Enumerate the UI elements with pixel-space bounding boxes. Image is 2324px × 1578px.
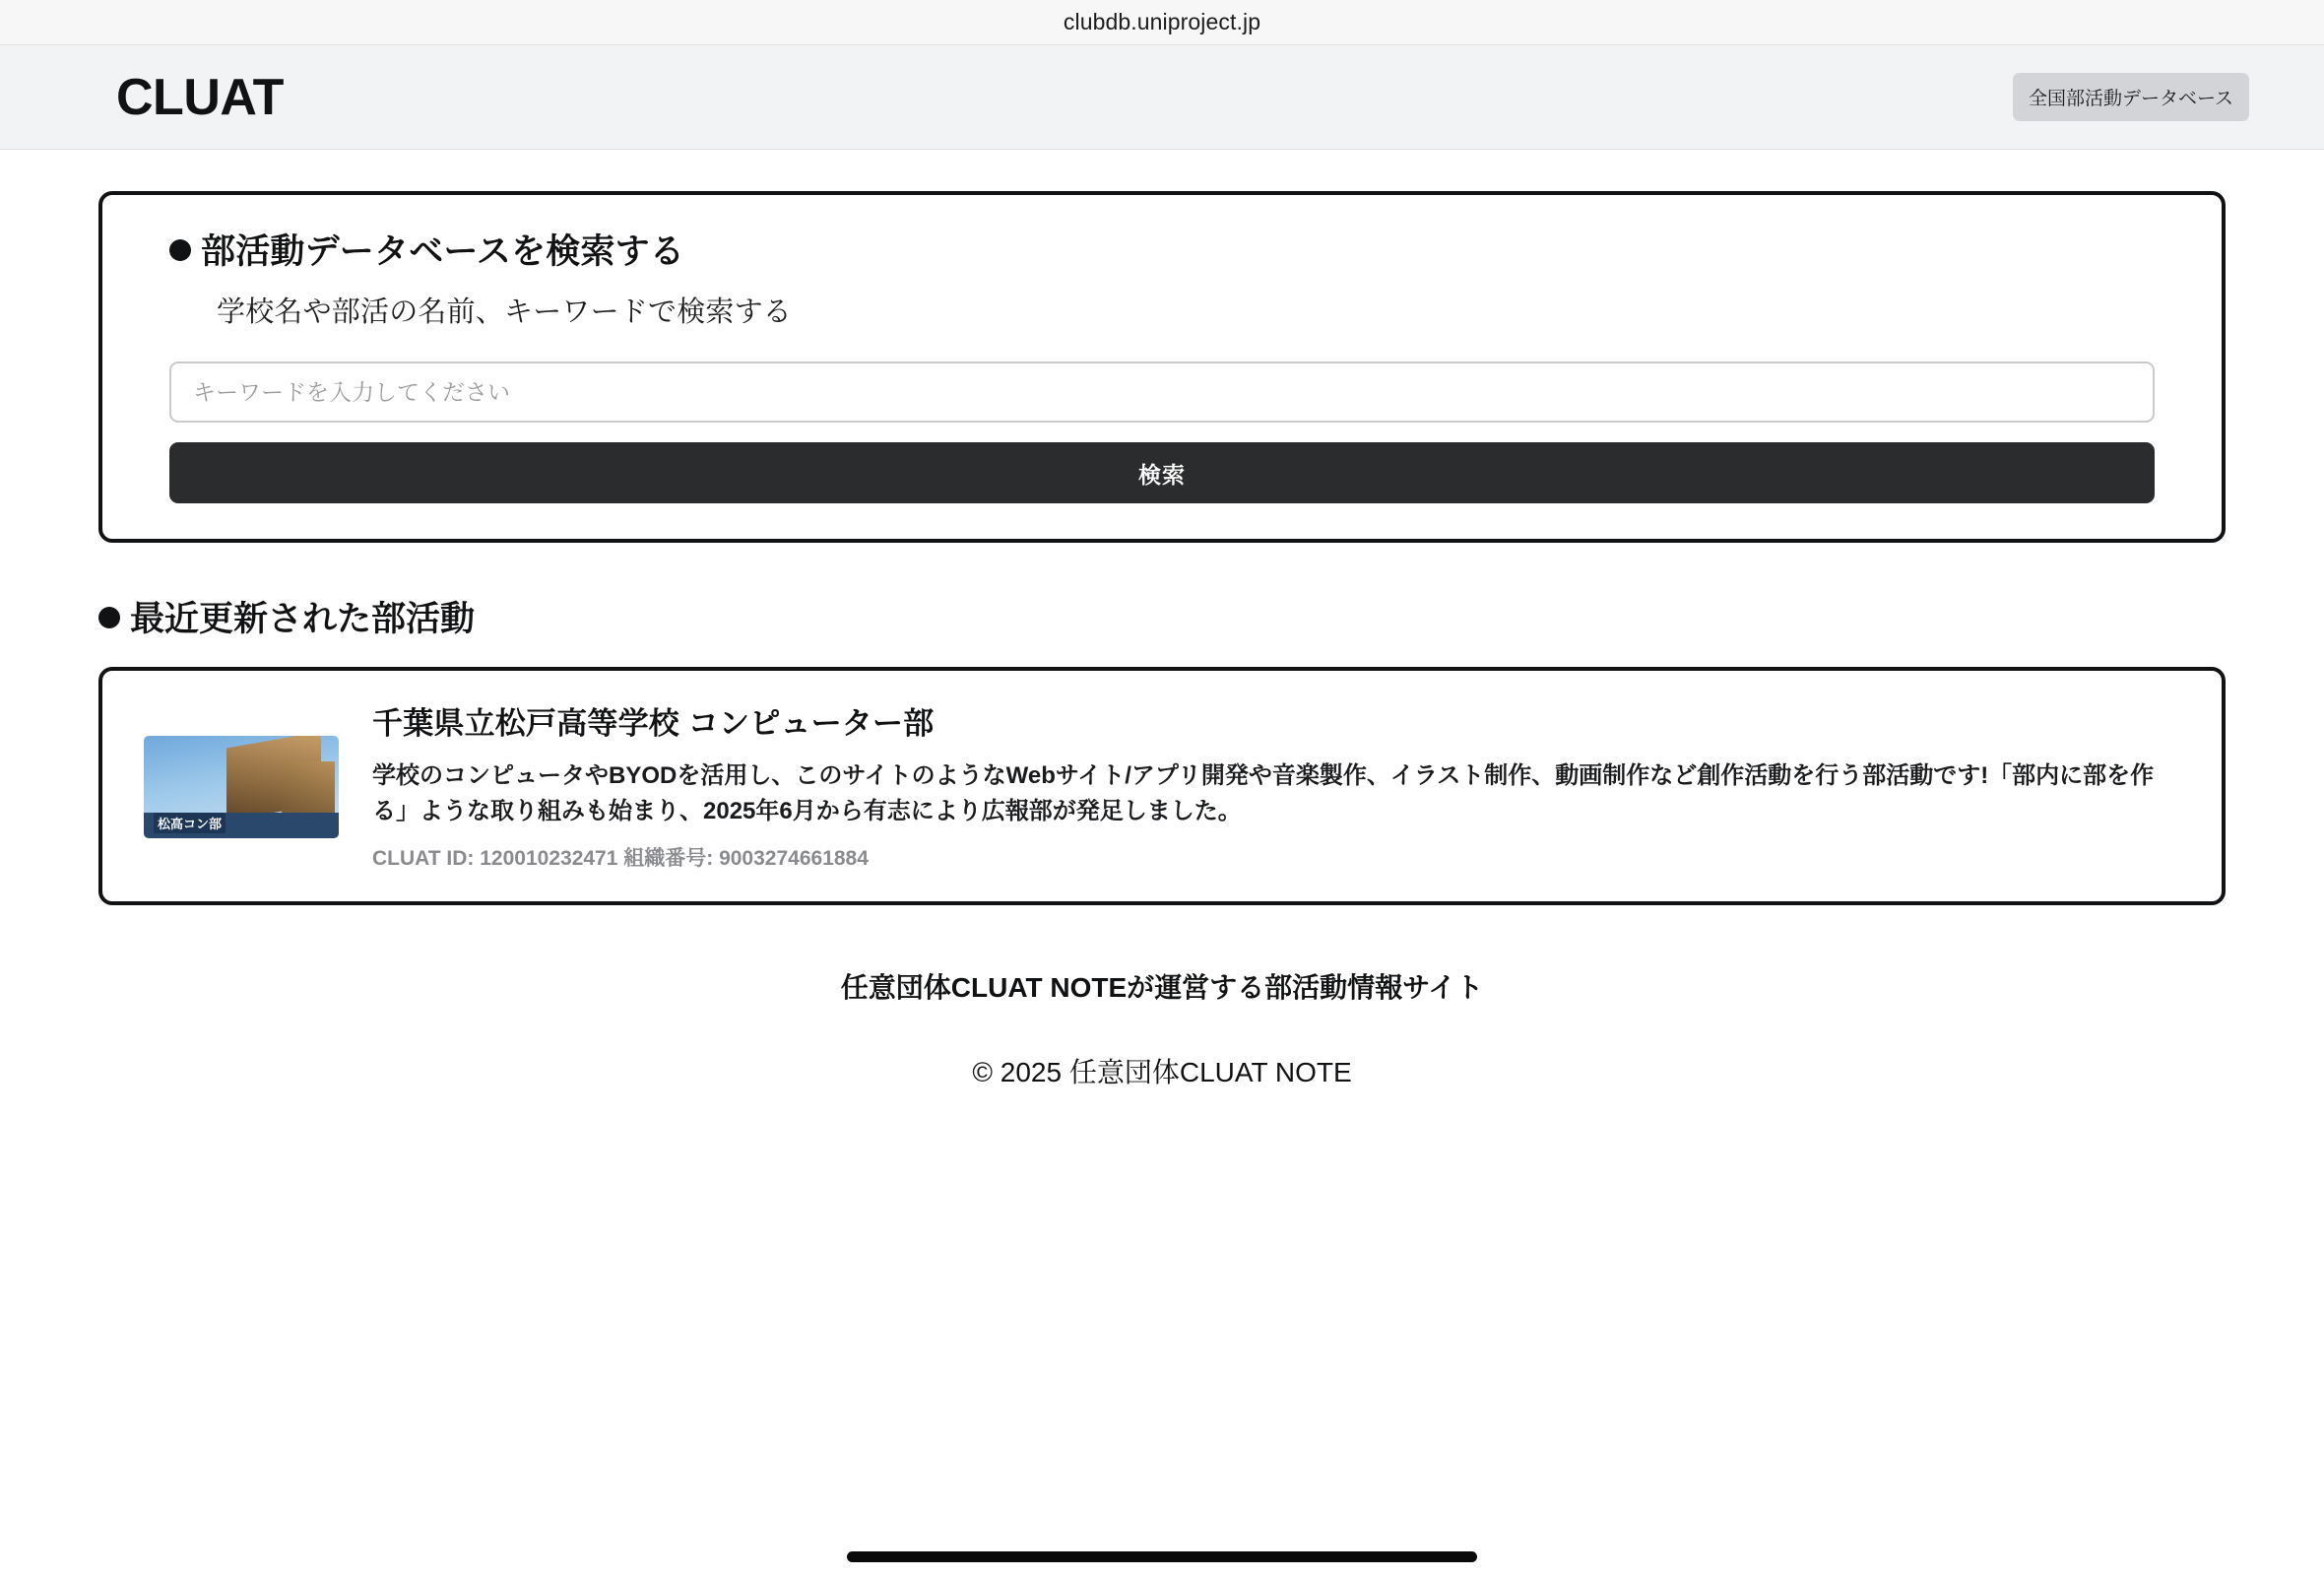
club-thumbnail-image	[144, 736, 339, 838]
club-card-title[interactable]: 千葉県立松戸高等学校 コンピューター部	[372, 706, 935, 741]
recent-section-title	[98, 592, 2226, 641]
club-card-description: 学校のコンピュータやBYODを活用し、このサイトのようなWebサイト/アプリ開発や音楽製作、イラスト制作、動画制作など創作活動を行う部活動です!「部内に部を作る」ような取り組みも始まり、2025年6月から有志により広報部が発足しました。	[372, 762, 2155, 824]
site-header	[0, 45, 2324, 150]
search-input[interactable]	[169, 362, 2155, 423]
page-footer	[98, 966, 2226, 1090]
browser-address-bar[interactable]	[0, 0, 2324, 45]
club-card-body	[372, 698, 2180, 872]
bullet-icon	[98, 607, 120, 628]
home-indicator[interactable]	[847, 1551, 1477, 1562]
site-logo[interactable]: CLUAT	[116, 68, 284, 126]
footer-copyright: © 2025 任意団体CLUAT NOTE	[972, 1057, 1352, 1088]
page-content	[0, 191, 2324, 1090]
club-card[interactable]	[98, 667, 2226, 905]
search-panel-subtitle: 学校名や部活の名前、キーワードで検索する	[217, 296, 793, 328]
search-button[interactable]: 検索	[169, 442, 2155, 503]
footer-tagline: 任意団体CLUAT NOTEが運営する部活動情報サイト	[840, 972, 1484, 1004]
bullet-icon	[169, 239, 191, 261]
club-card-meta: CLUAT ID: 120010232471 組織番号: 9003274661884	[372, 847, 869, 871]
search-panel-title-text: 部活動データベースを検索する	[201, 232, 685, 271]
search-panel-title	[169, 225, 2155, 274]
recent-section-title-text: 最近更新された部活動	[130, 600, 476, 638]
header-badge[interactable]: 全国部活動データベース	[2013, 73, 2249, 121]
url-text: clubdb.uniproject.jp	[1063, 9, 1261, 34]
search-panel	[98, 191, 2226, 543]
thumbnail-label: 松高コン部	[154, 813, 226, 833]
